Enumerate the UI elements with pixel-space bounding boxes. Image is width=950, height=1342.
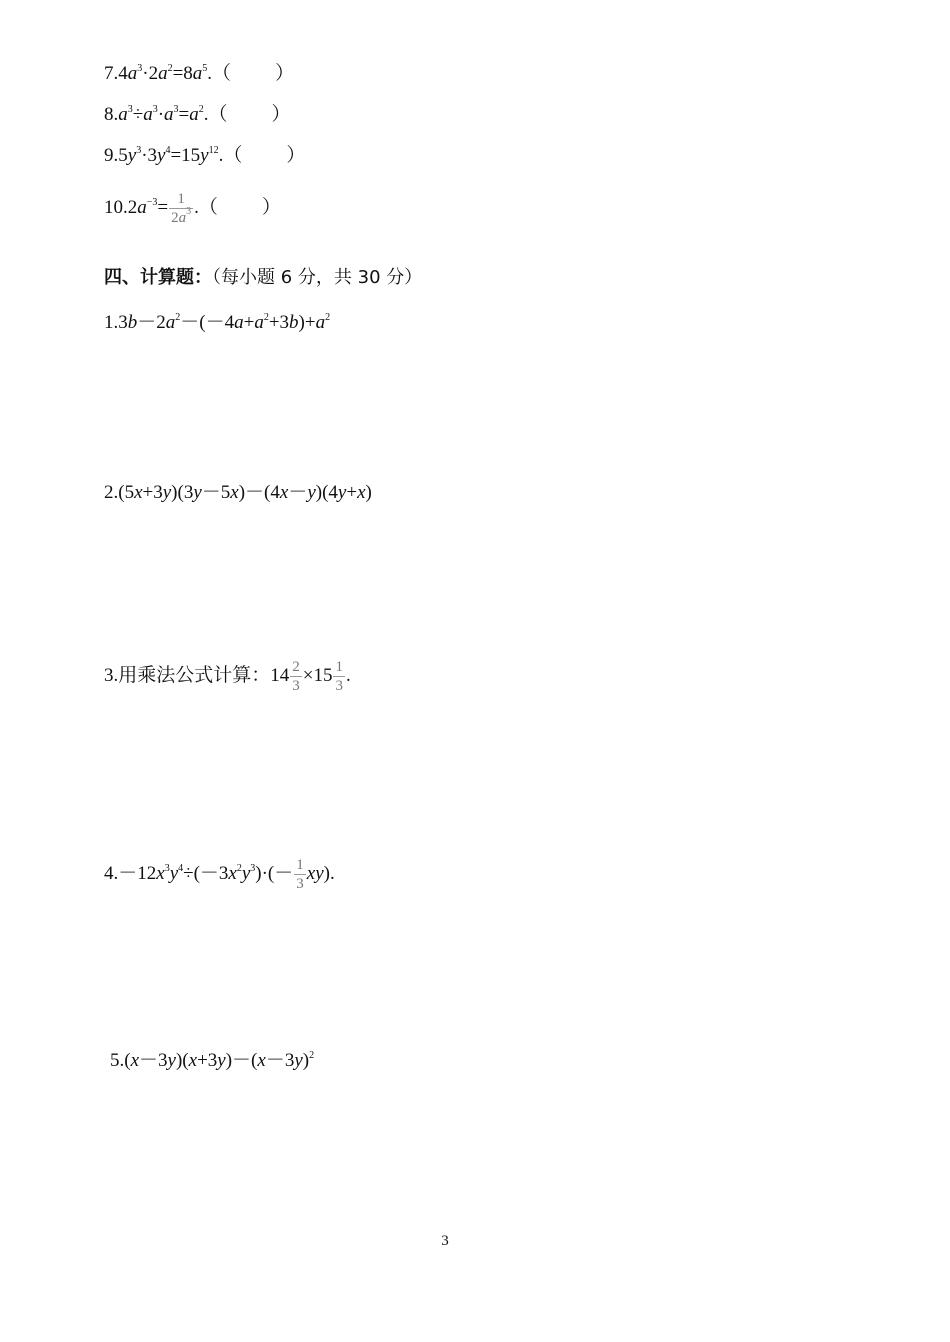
problem-1: $1.3b-2a^2-(-4a+a^2+3b)+a^2$ — [104, 312, 331, 333]
problem-5: $5.(x-3y)(x+3y)-(x-3y)^2$ — [110, 1050, 315, 1071]
section-title: 四、计算题： — [104, 267, 212, 288]
fraction: $\frac{1}{2a^3}$ — [171, 191, 192, 227]
section-note: （每小题 6 分，共 30 分） — [212, 267, 423, 288]
question-9: $9.5y^3\cdot 3y^4=15y^{12}$.（ ） — [104, 145, 306, 166]
problem-3: 3.用乘法公式计算：14 $\frac{2}{3}$ ×15 $\frac{1}{3}$ . — [104, 659, 351, 695]
fraction: $\frac{2}{3}$ — [292, 659, 300, 695]
section-heading — [104, 266, 422, 290]
page-number: 3 — [441, 1233, 449, 1249]
fraction: $\frac{1}{3}$ — [335, 659, 343, 695]
problem-2: 2.(5x+3y)(3y－5x)－(4x－y)(4y+x) — [104, 482, 372, 503]
problem-4: $4.-12x^3y^4\div(-3x^2y^3)\cdot(-$ $\frac{1}{3}$ xy). — [104, 857, 335, 893]
question-7: $7.4a^3\cdot 2a^2=8a^5$.（ ） — [104, 63, 295, 84]
fraction: $\frac{1}{3}$ — [296, 857, 304, 893]
question-10: $10.2a^{-3}=$ $\frac{1}{2a^3}$ .（ ） — [104, 191, 281, 227]
question-8: $8.a^3\div a^3\cdot a^3=a^2$.（ ） — [104, 104, 291, 125]
